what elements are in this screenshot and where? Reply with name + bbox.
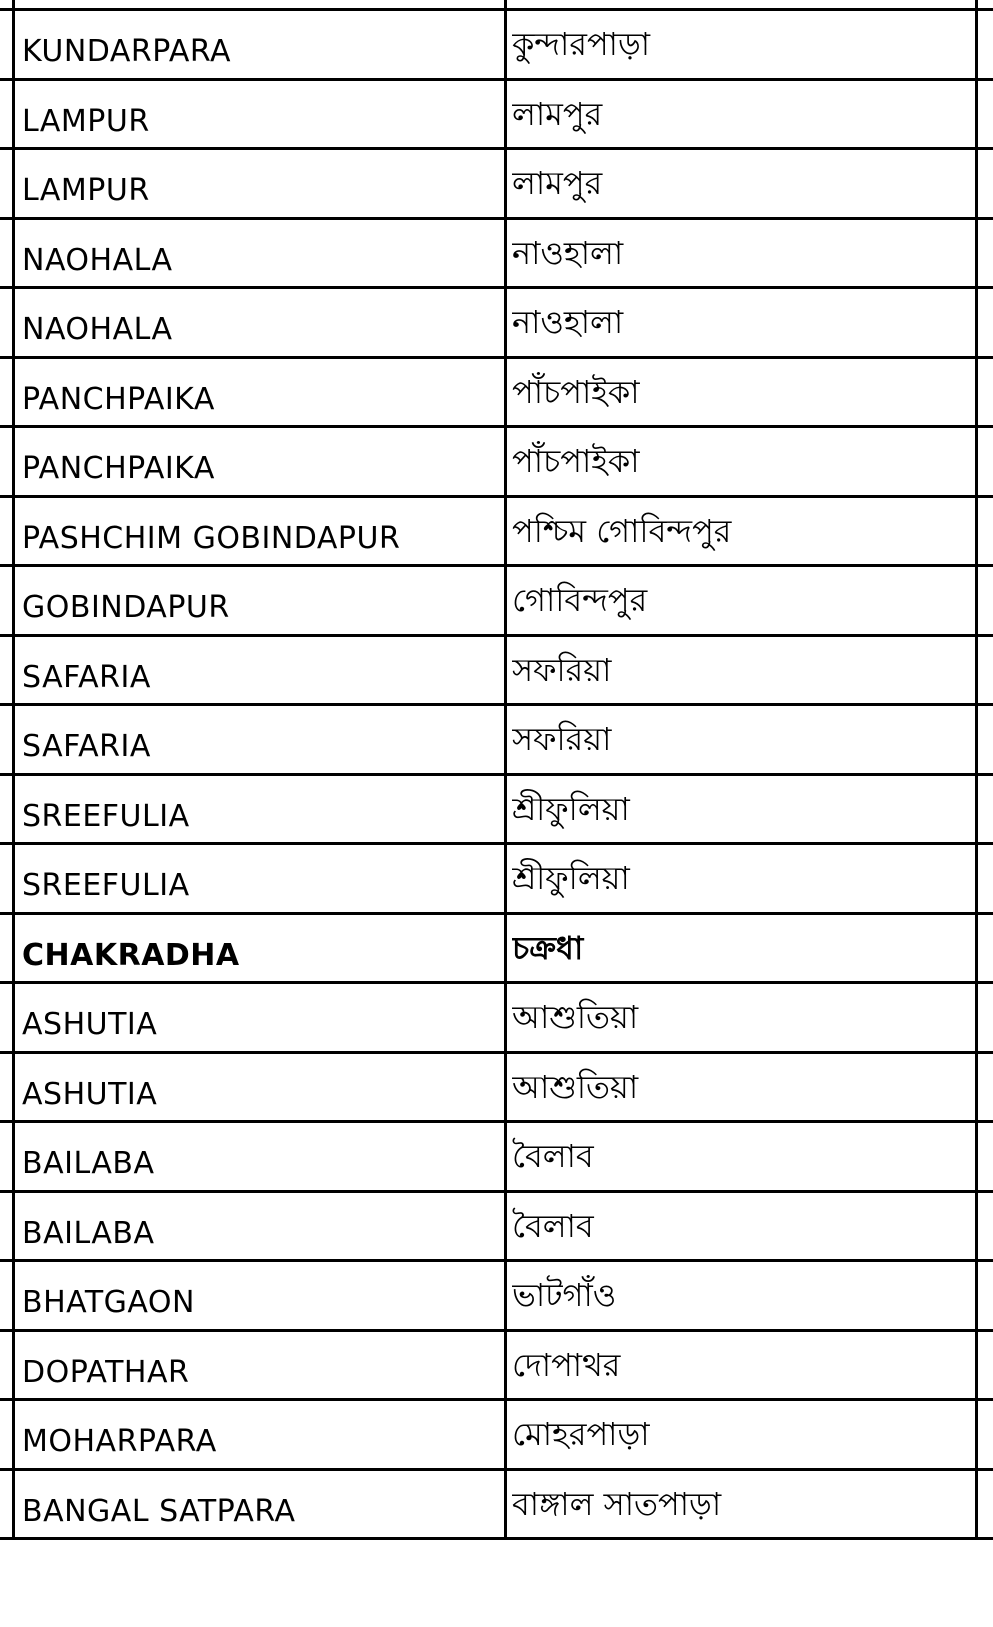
table-row [0,220,993,289]
table-row [0,81,993,150]
table-row [0,1262,993,1331]
bengali-name-cell: আশুতিয়া [512,1067,639,1106]
table-row [0,1332,993,1401]
english-name-cell: PANCHPAIKA [22,382,215,417]
bengali-name-cell: চক্রধা [512,928,584,967]
english-name-cell: SREEFULIA [22,799,190,834]
bengali-name-cell: লামপুর [512,163,603,202]
english-name-cell: ASHUTIA [22,1077,158,1112]
table-row [0,359,993,428]
english-name-cell: PASHCHIM GOBINDAPUR [22,521,401,556]
english-name-cell: BHATGAON [22,1285,195,1320]
table-row [0,11,993,80]
bengali-name-cell: শ্রীফুলিয়া [512,789,630,828]
table-row [0,1054,993,1123]
table-row [0,706,993,775]
bengali-name-cell: নাওহালা [512,233,624,272]
english-name-cell: SAFARIA [22,660,151,695]
english-name-cell: SAFARIA [22,729,151,764]
english-name-cell: BAILABA [22,1146,155,1181]
table-row [0,567,993,636]
english-name-cell: LAMPUR [22,173,150,208]
bengali-name-cell: গোবিন্দপুর [512,580,648,619]
table-row [0,289,993,358]
bengali-name-cell: পাঁচপাইকা [512,372,640,411]
table-row [0,498,993,567]
bengali-name-cell: লামপুর [512,94,603,133]
table-row [0,845,993,914]
bengali-name-cell: সফরিয়া [512,719,612,758]
bengali-name-cell: শ্রীফুলিয়া [512,858,630,897]
english-name-cell: CHAKRADHA [22,938,240,973]
bengali-name-cell: বৈলাব [512,1206,594,1245]
table-row [0,1401,993,1470]
bengali-name-cell: নাওহালা [512,302,624,341]
table-row [0,915,993,984]
table-row [0,776,993,845]
english-name-cell: ASHUTIA [22,1007,158,1042]
table-row [0,1193,993,1262]
english-name-cell: DOPATHAR [22,1355,190,1390]
bengali-name-cell: বাঙ্গাল সাতপাড়া [512,1484,722,1523]
bengali-name-cell: সফরিয়া [512,650,612,689]
bengali-name-cell: পশ্চিম গোবিন্দপুর [512,511,732,550]
bengali-name-cell: কুন্দারপাড়া [512,24,651,63]
bengali-name-cell: বৈলাব [512,1136,594,1175]
table-row [0,1123,993,1192]
table-row [0,984,993,1053]
english-name-cell: MOHARPARA [22,1424,217,1459]
english-name-cell: SREEFULIA [22,868,190,903]
table-row [0,150,993,219]
english-name-cell: KUNDARPARA [22,34,232,69]
bengali-name-cell: দোপাথর [512,1345,621,1384]
table-row [0,1471,993,1540]
english-name-cell: GOBINDAPUR [22,590,230,625]
bengali-name-cell: মোহরপাড়া [512,1414,650,1453]
english-name-cell: LAMPUR [22,104,150,139]
english-name-cell: NAOHALA [22,243,173,278]
table-row [0,637,993,706]
bengali-name-cell: পাঁচপাইকা [512,441,640,480]
english-name-cell: NAOHALA [22,312,173,347]
english-name-cell: PANCHPAIKA [22,451,215,486]
bengali-name-cell: ভাটগাঁও [512,1275,617,1314]
english-name-cell: BANGAL SATPARA [22,1494,296,1529]
bengali-name-cell: আশুতিয়া [512,997,639,1036]
english-name-cell: BAILABA [22,1216,155,1251]
table-row [0,428,993,497]
